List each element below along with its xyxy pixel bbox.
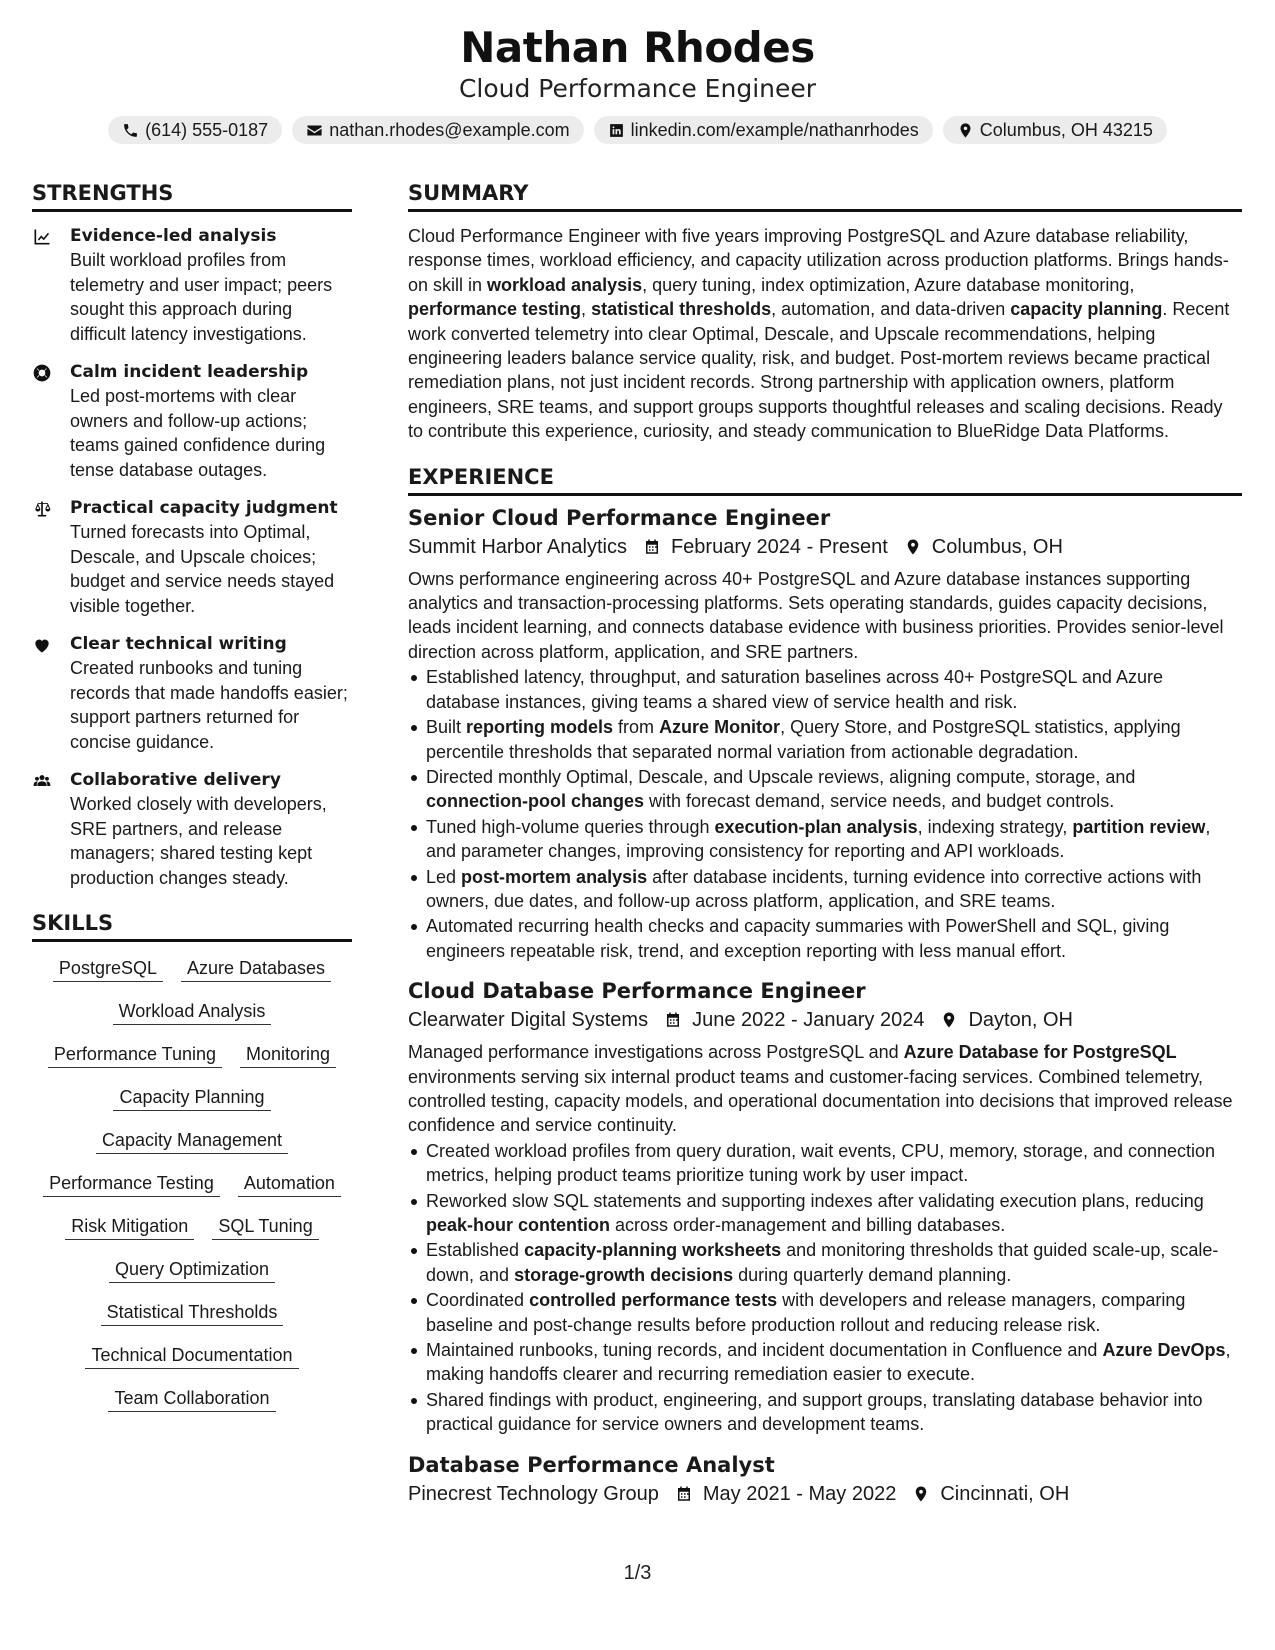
job-dates: June 2022 - January 2024 (692, 1009, 925, 1032)
calendar-icon (643, 538, 661, 556)
strength-description: Worked closely with developers, SRE partners, and release managers; shared testing kept production changes steady. (70, 794, 327, 888)
job-entry (408, 977, 1242, 1437)
text-run: Managed performance investigations across PostgreSQL and (408, 1042, 904, 1063)
strength-title: Practical capacity judgment (70, 498, 338, 518)
job-entry (408, 1451, 1242, 1509)
job-bullets (408, 1139, 1242, 1437)
job-location: Dayton, OH (968, 1009, 1073, 1032)
bold-phrase: capacity-planning worksheets (524, 1240, 782, 1261)
bullet-item (408, 765, 1242, 814)
bullet-item (408, 1139, 1242, 1188)
text-run: Tuned high-volume queries through (426, 816, 715, 837)
text-run: Built (426, 717, 467, 738)
text-run: , indexing strategy, (917, 816, 1073, 837)
calendar-icon (664, 1011, 682, 1029)
job-meta (408, 1005, 1242, 1035)
contact-phone[interactable] (108, 116, 282, 144)
life-ring-icon (32, 363, 52, 383)
skill-tag: Risk Mitigation (65, 1214, 194, 1240)
skill-tag: Automation (238, 1171, 341, 1197)
contact-linkedin[interactable] (594, 116, 933, 144)
skill-tag: Capacity Management (96, 1128, 288, 1154)
text-run: during quarterly demand planning. (733, 1264, 1012, 1285)
text-run: Maintained runbooks, tuning records, and incident documentation in Confluence and (426, 1340, 1103, 1361)
location-text: Columbus, OH 43215 (979, 119, 1153, 140)
experience-list (408, 504, 1242, 1509)
job-title: Database Performance Analyst (408, 1452, 775, 1477)
contact-location (943, 116, 1167, 144)
bold-phrase: partition review (1072, 816, 1206, 837)
strengths-list (32, 224, 352, 890)
text-run: and monitoring thresholds that guided scale-up, scale-down, and (426, 1240, 1219, 1285)
bullet-item (408, 1189, 1242, 1238)
strength-body (70, 224, 352, 346)
strength-body (70, 632, 352, 754)
text-run: with forecast demand, service needs, and budget controls. (644, 791, 1115, 812)
chart-line-icon (32, 227, 52, 247)
bold-phrase: connection-pool changes (426, 791, 645, 812)
skill-tag: Performance Tuning (48, 1042, 222, 1068)
text-run: , automation, and data-driven (771, 299, 1011, 320)
map-pin-icon (940, 1011, 958, 1029)
skill-tag: Technical Documentation (85, 1343, 298, 1369)
phone-text: (614) 555-0187 (145, 119, 269, 140)
bold-phrase: reporting models (466, 717, 614, 738)
skill-tag: Monitoring (240, 1042, 336, 1068)
job-meta (408, 532, 1242, 562)
bold-phrase: storage-growth decisions (514, 1264, 734, 1285)
text-run: , and parameter changes, improving consistency for reporting and API workloads. (426, 816, 1211, 862)
contact-email[interactable] (292, 116, 583, 144)
skill-tag: Statistical Thresholds (101, 1300, 284, 1326)
linkedin-icon (608, 122, 625, 139)
map-pin-icon (957, 122, 974, 139)
bold-phrase: Azure Monitor (659, 717, 781, 738)
bullet-item (408, 665, 1242, 714)
job-dates: February 2024 - Present (670, 535, 888, 558)
strength-item (32, 360, 352, 482)
strength-icon-wrap (32, 768, 70, 890)
balance-scale-icon (32, 499, 52, 519)
bold-phrase: performance testing (408, 299, 582, 320)
bullet-item (408, 1388, 1242, 1437)
bold-phrase: statistical thresholds (591, 299, 772, 320)
left-column (32, 178, 352, 1412)
page-indicator: 1/3 (623, 1562, 652, 1584)
text-run: Established (426, 1240, 525, 1261)
text-run: after database incidents, turning evidence into corrective actions with owners, due dates, and follow-up across platform, application, and SRE teams. (426, 866, 1202, 911)
map-pin-icon (912, 1485, 930, 1503)
contact-bar (0, 116, 1275, 144)
job-location: Cincinnati, OH (940, 1482, 1070, 1505)
bold-phrase: capacity planning (1010, 299, 1163, 320)
company-name: Pinecrest Technology Group (408, 1482, 659, 1505)
skill-tag: Query Optimization (109, 1257, 275, 1283)
text-run: from (613, 717, 660, 738)
strength-icon-wrap (32, 360, 70, 482)
skills-list (32, 954, 352, 1412)
summary-heading: SUMMARY (408, 178, 1242, 212)
job-description (408, 567, 1242, 665)
strength-description: Led post-mortems with clear owners and follow-up actions; teams gained confidence during tense database outages. (70, 386, 326, 480)
bullet-item (408, 1338, 1242, 1387)
bold-phrase: workload analysis (487, 274, 643, 295)
candidate-title: Cloud Performance Engineer (458, 74, 817, 103)
skill-tag: Performance Testing (43, 1171, 220, 1197)
text-run: Coordinated (426, 1290, 530, 1311)
text-run: Automated recurring health checks and capacity summaries with PowerShell and SQL, giving engineers repeatable risk, trend, and exception reporting with less manual effort. (426, 916, 1170, 961)
strength-description: Created runbooks and tuning records that made handoffs easier; support partners returned for concise guidance. (70, 658, 348, 752)
right-column (408, 178, 1242, 1523)
job-entry (408, 504, 1242, 964)
bullet-item (408, 815, 1242, 864)
text-run: , query tuning, index optimization, Azure database monitoring, (642, 274, 1135, 295)
strength-description: Built workload profiles from telemetry and user impact; peers sought this approach during difficult latency investigations. (70, 250, 333, 344)
strength-body (70, 496, 352, 618)
text-run: Shared findings with product, engineering, and support groups, translating database behavior into practical guidance for service owners and development teams. (426, 1389, 1203, 1435)
strength-item (32, 632, 352, 754)
strength-body (70, 360, 352, 482)
job-location: Columbus, OH (931, 535, 1063, 558)
text-run: , making handoffs clearer and recurring remediation easier to execute. (426, 1340, 1231, 1385)
text-run: across order-management and billing databases. (610, 1215, 1006, 1235)
summary-text (408, 224, 1242, 444)
bullet-item (408, 914, 1242, 963)
skills-heading: SKILLS (32, 908, 352, 942)
skill-tag: Workload Analysis (113, 999, 272, 1025)
text-run: environments serving six internal product teams and customer-facing services. Combined telemetry, controlled testing, capacity models, and operational documentation into decisions that improved release confidence and service continuity. (408, 1066, 1233, 1136)
text-run: Established latency, throughput, and saturation baselines across 40+ PostgreSQL and Azure database instances, giving teams a shared view of service health and risk. (426, 667, 1163, 712)
heart-icon (32, 635, 52, 655)
strength-body (70, 768, 352, 890)
strength-title: Calm incident leadership (70, 362, 309, 382)
strength-item (32, 768, 352, 890)
text-run: Reworked slow SQL statements and supporting indexes after validating execution plans, reducing (426, 1190, 1204, 1211)
strength-icon-wrap (32, 224, 70, 346)
experience-heading: EXPERIENCE (408, 462, 1242, 496)
bold-phrase: Azure DevOps (1102, 1340, 1226, 1361)
text-run: with developers and release managers, comparing baseline and post-change results before production rollout and reducing release risk. (426, 1290, 1186, 1335)
text-run: , (581, 299, 592, 320)
text-run: Cloud Performance Engineer with five years improving PostgreSQL and Azure database reliability, response times, workload efficiency, and capacity utilization across production platforms. Brings hands-on skill in (408, 226, 1229, 295)
bold-phrase: peak-hour contention (426, 1215, 610, 1235)
skill-tag: PostgreSQL (53, 956, 163, 982)
job-bullets (408, 665, 1242, 963)
bold-phrase: controlled performance tests (529, 1290, 778, 1311)
text-run: Owns performance engineering across 40+ PostgreSQL and Azure database instances supporting analytics and transaction-processing platforms. Sets operating standards, guides capacity decisions, leads incident learning, and connects database evidence with business priorities. Provides senior-level direction across platform, application, and SRE partners. (408, 568, 1224, 662)
strengths-heading: STRENGTHS (32, 178, 352, 212)
skill-tag: Team Collaboration (108, 1386, 275, 1412)
text-run: Led (426, 866, 462, 887)
job-meta (408, 1479, 1242, 1509)
job-title: Senior Cloud Performance Engineer (408, 505, 831, 530)
candidate-name: Nathan Rhodes (460, 23, 815, 72)
text-run: . Recent work converted telemetry into clear Optimal, Descale, and Upscale recommendations, helping engineering leaders balance service quality, risk, and budget. Post-mortem reviews became practical remediation plans, not just incident records. Strong partnership with application owners, platform engineers, SRE teams, and support groups supports thoughtful releases and scaling decisions. Ready to contribute this experience, curiosity, and steady communication to BlueRidge Data Platforms. (408, 299, 1230, 442)
skill-tag: Capacity Planning (113, 1085, 270, 1111)
bullet-item (408, 1288, 1242, 1337)
bold-phrase: post-mortem analysis (461, 866, 648, 887)
job-title: Cloud Database Performance Engineer (408, 979, 866, 1004)
bullet-item (408, 865, 1242, 914)
text-run: , Query Store, and PostgreSQL statistics, applying percentile thresholds that separated normal variation from actionable degradation. (426, 717, 1181, 762)
company-name: Summit Harbor Analytics (408, 535, 627, 558)
linkedin-text: linkedin.com/example/nathanrhodes (630, 119, 919, 140)
company-name: Clearwater Digital Systems (408, 1009, 649, 1032)
strength-description: Turned forecasts into Optimal, Descale, and Upscale choices; budget and service needs stayed visible together. (70, 522, 335, 616)
strength-item (32, 496, 352, 618)
skill-tag: SQL Tuning (212, 1214, 318, 1240)
job-dates: May 2021 - May 2022 (702, 1482, 897, 1505)
skill-tag: Azure Databases (181, 956, 331, 982)
calendar-icon (675, 1485, 693, 1503)
text-run: Directed monthly Optimal, Descale, and Upscale reviews, aligning compute, storage, and (426, 766, 1136, 787)
strength-icon-wrap (32, 632, 70, 754)
job-description (408, 1040, 1242, 1138)
strength-item (32, 224, 352, 346)
users-icon (32, 771, 52, 791)
bullet-item (408, 1238, 1242, 1287)
bold-phrase: execution-plan analysis (714, 816, 918, 837)
envelope-icon (306, 122, 323, 139)
text-run: Created workload profiles from query duration, wait events, CPU, memory, storage, and connection metrics, helping product teams prioritize tuning work by user impact. (426, 1140, 1216, 1186)
map-pin-icon (904, 538, 922, 556)
resume-header (0, 0, 1275, 144)
bullet-item (408, 715, 1242, 764)
bold-phrase: Azure Database for PostgreSQL (903, 1042, 1177, 1063)
strength-icon-wrap (32, 496, 70, 618)
strength-title: Collaborative delivery (70, 770, 281, 790)
email-text: nathan.rhodes@example.com (329, 119, 570, 140)
strength-title: Clear technical writing (70, 634, 287, 654)
phone-icon (122, 122, 139, 139)
strength-title: Evidence-led analysis (70, 226, 277, 246)
